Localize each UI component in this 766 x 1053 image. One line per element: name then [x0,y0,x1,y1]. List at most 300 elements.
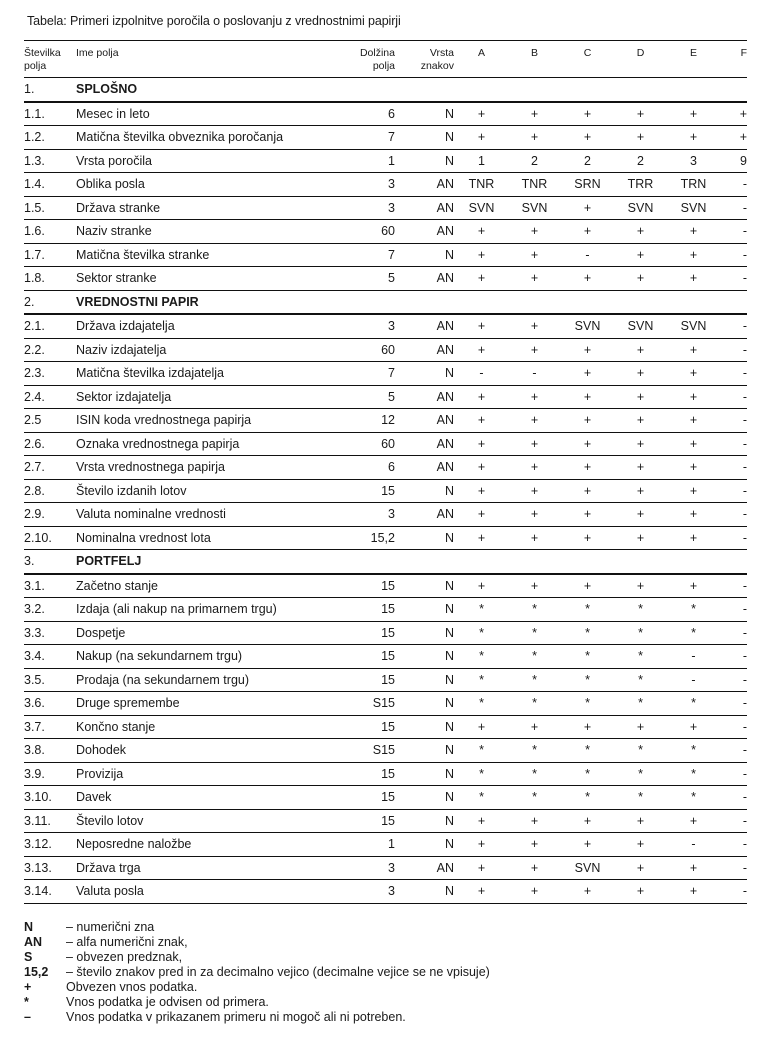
field-length: 15 [324,574,399,598]
value-col-c: + [561,267,614,291]
value-col-e: SVN [667,314,720,338]
value-col-b: + [508,526,561,550]
field-name: Sektor stranke [62,267,324,291]
table-row [24,479,747,503]
legend-symbol: 15,2 [24,965,49,979]
legend-item [24,950,490,965]
legend-symbol: + [24,980,32,994]
value-col-c: SRN [561,173,614,197]
field-name: Naziv stranke [62,220,324,244]
table-row [24,503,747,527]
value-col-e: TRN [667,173,720,197]
value-col-d: SVN [614,314,667,338]
header-field-number-line1: Številka [24,47,61,59]
field-name: Vrsta vrednostnega papirja [62,456,324,480]
value-col-a: + [455,243,508,267]
value-col-f: - [720,786,747,810]
field-name: Država izdajatelja [62,314,324,338]
value-col-f: - [720,880,747,904]
value-col-b: * [508,621,561,645]
field-name: Sektor izdajatelja [62,385,324,409]
value-col-c: + [561,338,614,362]
header-field-length [324,41,399,78]
field-length: 3 [324,314,399,338]
value-col-f: - [720,385,747,409]
empty-cell [614,78,667,102]
field-number: 2.3. [24,362,62,386]
value-col-f: - [720,762,747,786]
value-col-d: + [614,102,667,126]
field-length: 7 [324,126,399,150]
value-col-e: + [667,338,720,362]
value-col-b: + [508,409,561,433]
legend-description: Obvezen vnos podatka. [66,980,198,994]
value-col-d: + [614,385,667,409]
value-col-c: * [561,621,614,645]
header-col-c: C [561,41,614,78]
value-col-e: + [667,362,720,386]
legend-symbol: – [24,1010,31,1024]
field-name: Oblika posla [62,173,324,197]
value-col-c: * [561,598,614,622]
value-col-f: - [720,362,747,386]
field-number: 3.6. [24,692,62,716]
empty-cell [324,290,399,314]
value-col-b: * [508,645,561,669]
value-col-b: + [508,385,561,409]
field-number: 3.10. [24,786,62,810]
value-col-f: 9 [720,149,747,173]
value-col-c: + [561,880,614,904]
field-length: 15 [324,645,399,669]
table-row [24,856,747,880]
value-col-b: + [508,126,561,150]
value-col-a: + [455,574,508,598]
value-col-b: + [508,880,561,904]
field-name: Matična številka obveznika poročanja [62,126,324,150]
value-col-f: - [720,598,747,622]
empty-cell [508,550,561,574]
value-col-b: * [508,739,561,763]
table-row [24,432,747,456]
value-col-b: TNR [508,173,561,197]
section-row [24,78,747,102]
field-number: 1.2. [24,126,62,150]
value-col-a: * [455,668,508,692]
value-col-c: * [561,786,614,810]
field-length: 5 [324,267,399,291]
header-char-type-line2: znakov [420,60,454,72]
value-col-f: - [720,243,747,267]
value-col-f: - [720,856,747,880]
field-name: Nakup (na sekundarnem trgu) [62,645,324,669]
field-number: 3.4. [24,645,62,669]
fields-table [24,40,747,904]
value-col-f: - [720,668,747,692]
field-number: 2.2. [24,338,62,362]
value-col-b: * [508,786,561,810]
value-col-e: + [667,267,720,291]
table-row [24,598,747,622]
legend-description: – število znakov pred in za decimalno vejico (decimalne vejice se ne vpisuje) [66,965,490,979]
field-length: 3 [324,856,399,880]
value-col-c: + [561,456,614,480]
value-col-d: + [614,503,667,527]
field-length: 15 [324,479,399,503]
table-row [24,809,747,833]
value-col-d: + [614,809,667,833]
value-col-d: + [614,338,667,362]
value-col-e: + [667,715,720,739]
value-col-b: + [508,220,561,244]
value-col-b: + [508,715,561,739]
value-col-f: - [720,692,747,716]
field-number: 3.7. [24,715,62,739]
table-row [24,692,747,716]
value-col-a: * [455,739,508,763]
field-length: 15 [324,715,399,739]
header-col-d: D [614,41,667,78]
table-row [24,880,747,904]
field-length: 60 [324,338,399,362]
value-col-a: * [455,762,508,786]
empty-cell [455,550,508,574]
field-name: Začetno stanje [62,574,324,598]
value-col-b: + [508,243,561,267]
value-col-c: + [561,102,614,126]
table-header-row [24,41,747,78]
field-length: S15 [324,739,399,763]
legend-item [24,1010,490,1025]
field-number: 1.5. [24,196,62,220]
field-number: 3.11. [24,809,62,833]
value-col-f: - [720,574,747,598]
field-name: Naziv izdajatelja [62,338,324,362]
legend [24,920,490,1025]
value-col-f: - [720,809,747,833]
field-length: 3 [324,196,399,220]
value-col-a: + [455,314,508,338]
field-number: 2. [24,290,62,314]
value-col-e: + [667,126,720,150]
value-col-f: - [720,338,747,362]
value-col-d: * [614,692,667,716]
value-col-a: + [455,338,508,362]
value-col-d: + [614,715,667,739]
value-col-e: SVN [667,196,720,220]
header-col-f: F [720,41,747,78]
table-row [24,668,747,692]
char-type: N [399,149,455,173]
field-length: 6 [324,102,399,126]
table-row [24,149,747,173]
value-col-c: + [561,126,614,150]
field-number: 1.6. [24,220,62,244]
char-type: N [399,692,455,716]
value-col-b: + [508,432,561,456]
table-row [24,526,747,550]
section-row [24,290,747,314]
table-row [24,126,747,150]
table-row [24,102,747,126]
header-char-type-line1: Vrsta [429,47,454,59]
value-col-c: + [561,220,614,244]
value-col-c: SVN [561,314,614,338]
value-col-e: + [667,880,720,904]
value-col-b: + [508,314,561,338]
empty-cell [508,78,561,102]
legend-item [24,935,490,950]
value-col-a: * [455,645,508,669]
value-col-e: * [667,786,720,810]
value-col-d: + [614,267,667,291]
legend-symbol: * [24,995,29,1009]
value-col-c: SVN [561,856,614,880]
value-col-a: + [455,432,508,456]
field-number: 2.10. [24,526,62,550]
value-col-a: TNR [455,173,508,197]
table-row [24,338,747,362]
field-length: 1 [324,149,399,173]
char-type: AN [399,220,455,244]
value-col-c: + [561,574,614,598]
empty-cell [667,78,720,102]
table-row [24,362,747,386]
value-col-f: - [720,479,747,503]
value-col-f: - [720,432,747,456]
char-type: AN [399,314,455,338]
char-type: N [399,479,455,503]
char-type: N [399,786,455,810]
legend-description: Vnos podatka je odvisen od primera. [66,995,269,1009]
value-col-f: - [720,456,747,480]
char-type: N [399,739,455,763]
field-number: 3. [24,550,62,574]
field-number: 2.8. [24,479,62,503]
value-col-e: + [667,856,720,880]
legend-item [24,920,490,935]
value-col-d: * [614,786,667,810]
field-name: Izdaja (ali nakup na primarnem trgu) [62,598,324,622]
section-title: VREDNOSTNI PAPIR [62,290,324,314]
value-col-c: 2 [561,149,614,173]
char-type: N [399,526,455,550]
char-type: N [399,715,455,739]
field-length: 60 [324,432,399,456]
char-type: AN [399,196,455,220]
table-row [24,645,747,669]
char-type: AN [399,856,455,880]
value-col-c: + [561,479,614,503]
empty-cell [667,290,720,314]
legend-symbol: AN [24,935,43,949]
value-col-d: * [614,668,667,692]
value-col-a: * [455,621,508,645]
char-type: AN [399,409,455,433]
legend-item [24,965,490,980]
field-number: 3.12. [24,833,62,857]
field-number: 1.1. [24,102,62,126]
table-row [24,385,747,409]
value-col-a: SVN [455,196,508,220]
empty-cell [720,78,747,102]
header-field-name: Ime polja [62,41,324,78]
field-name: Valuta nominalne vrednosti [62,503,324,527]
value-col-d: + [614,362,667,386]
value-col-b: + [508,574,561,598]
value-col-f: - [720,739,747,763]
value-col-d: + [614,833,667,857]
char-type: N [399,621,455,645]
field-name: Mesec in leto [62,102,324,126]
value-col-b: SVN [508,196,561,220]
value-col-b: + [508,856,561,880]
table-row [24,786,747,810]
field-length: 60 [324,220,399,244]
value-col-f: - [720,220,747,244]
field-number: 1.3. [24,149,62,173]
value-col-d: + [614,880,667,904]
value-col-a: + [455,409,508,433]
value-col-e: + [667,102,720,126]
value-col-f: - [720,503,747,527]
value-col-d: * [614,598,667,622]
empty-cell [508,290,561,314]
section-title: SPLOŠNO [62,78,324,102]
field-number: 3.1. [24,574,62,598]
table-body [24,78,747,904]
field-length: 5 [324,385,399,409]
header-col-e: E [667,41,720,78]
value-col-a: + [455,385,508,409]
value-col-c: * [561,762,614,786]
value-col-c: + [561,385,614,409]
char-type: AN [399,385,455,409]
char-type: N [399,102,455,126]
field-name: Neposredne naložbe [62,833,324,857]
value-col-e: * [667,598,720,622]
empty-cell [324,78,399,102]
value-col-f: - [720,173,747,197]
value-col-c: + [561,196,614,220]
empty-cell [561,78,614,102]
value-col-f: - [720,409,747,433]
field-number: 3.14. [24,880,62,904]
value-col-f: - [720,715,747,739]
field-number: 3.5. [24,668,62,692]
field-name: Prodaja (na sekundarnem trgu) [62,668,324,692]
field-length: 15 [324,598,399,622]
value-col-b: * [508,668,561,692]
header-field-length-line2: polja [372,60,395,72]
field-length: 6 [324,456,399,480]
value-col-c: + [561,409,614,433]
field-name: Davek [62,786,324,810]
empty-cell [720,290,747,314]
value-col-f: - [720,526,747,550]
value-col-b: + [508,503,561,527]
header-col-b: B [508,41,561,78]
char-type: N [399,880,455,904]
value-col-b: + [508,479,561,503]
value-col-f: - [720,196,747,220]
value-col-e: + [667,456,720,480]
value-col-e: + [667,409,720,433]
value-col-d: + [614,526,667,550]
table-row [24,196,747,220]
value-col-e: * [667,621,720,645]
legend-item [24,980,490,995]
value-col-b: 2 [508,149,561,173]
value-col-c: + [561,432,614,456]
field-length: 15 [324,786,399,810]
value-col-e: + [667,385,720,409]
value-col-e: 3 [667,149,720,173]
char-type: AN [399,173,455,197]
field-name: Matična številka izdajatelja [62,362,324,386]
value-col-c: * [561,692,614,716]
field-number: 2.9. [24,503,62,527]
field-length: 15 [324,762,399,786]
value-col-e: * [667,762,720,786]
field-name: Matična številka stranke [62,243,324,267]
char-type: N [399,762,455,786]
char-type: AN [399,338,455,362]
field-length: 15,2 [324,526,399,550]
value-col-e: * [667,692,720,716]
value-col-d: * [614,762,667,786]
value-col-a: + [455,456,508,480]
table-row [24,456,747,480]
field-name: Provizija [62,762,324,786]
empty-cell [324,550,399,574]
value-col-a: + [455,526,508,550]
header-field-number-line2: polja [24,60,47,72]
table-row [24,715,747,739]
char-type: N [399,574,455,598]
field-name: Vrsta poročila [62,149,324,173]
value-col-d: + [614,456,667,480]
field-length: 3 [324,173,399,197]
value-col-b: * [508,762,561,786]
field-name: Dohodek [62,739,324,763]
value-col-a: + [455,220,508,244]
header-field-number [24,41,62,78]
legend-item [24,995,490,1010]
value-col-d: + [614,856,667,880]
table-row [24,267,747,291]
empty-cell [561,290,614,314]
char-type: AN [399,267,455,291]
value-col-f: + [720,102,747,126]
value-col-c: - [561,243,614,267]
field-name: ISIN koda vrednostnega papirja [62,409,324,433]
value-col-b: + [508,809,561,833]
char-type: N [399,809,455,833]
value-col-c: * [561,739,614,763]
char-type: N [399,598,455,622]
value-col-b: + [508,102,561,126]
empty-cell [455,78,508,102]
value-col-b: + [508,267,561,291]
value-col-d: + [614,574,667,598]
field-length: 7 [324,362,399,386]
header-field-length-line1: Dolžina [359,47,395,59]
table-row [24,621,747,645]
field-number: 2.5 [24,409,62,433]
value-col-a: * [455,692,508,716]
table-row [24,833,747,857]
